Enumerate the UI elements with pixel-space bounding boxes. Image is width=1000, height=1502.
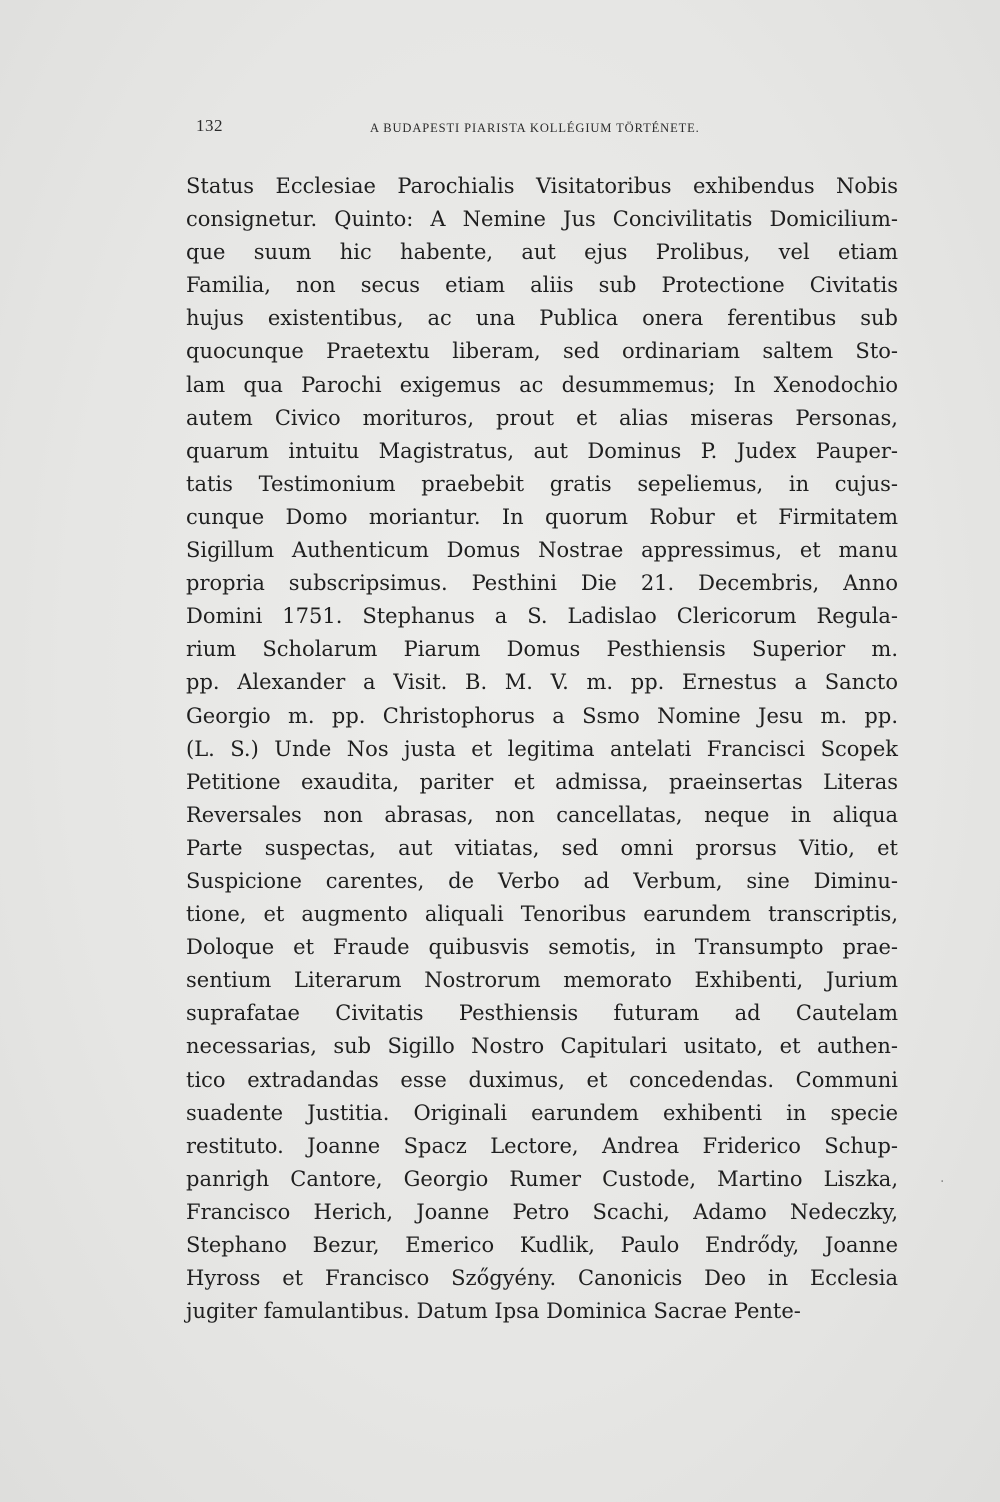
text-line: consignetur. Quinto: A Nemine Jus Concivilitatis Domicilium- [186, 207, 898, 232]
text-line: Hyross et Francisco Szőgyény. Canonicis Deo in Ecclesia [186, 1266, 898, 1291]
text-line: pp. Alexander a Visit. B. M. V. m. pp. Ernestus a Sancto [186, 670, 898, 695]
text-line: cunque Domo moriantur. In quorum Robur et Firmitatem [186, 504, 898, 529]
paper-speck-mark: · [940, 1174, 945, 1190]
text-line: tatis Testimonium praebebit gratis sepeliemus, in cujus- [186, 471, 898, 496]
text-line: Reversales non abrasas, non cancellatas, neque in aliqua [186, 802, 898, 827]
text-line: lam qua Parochi exigemus ac desummemus; In Xenodochio [186, 372, 898, 397]
text-line: suadente Justitia. Originali earundem exhibenti in specie [186, 1100, 898, 1125]
text-line: restituto. Joanne Spacz Lectore, Andrea Friderico Schup- [186, 1133, 898, 1158]
text-line: Parte suspectas, aut vitiatas, sed omni prorsus Vitio, et [186, 835, 898, 860]
text-line: Francisco Herich, Joanne Petro Scachi, Adamo Nedeczky, [186, 1199, 898, 1224]
text-line: propria subscripsimus. Pesthini Die 21. Decembris, Anno [186, 571, 898, 596]
text-line: rium Scholarum Piarum Domus Pesthiensis Superior m. [186, 637, 898, 662]
text-line: tione, et augmento aliquali Tenoribus earundem transcriptis, [186, 902, 898, 927]
text-line: Status Ecclesiae Parochialis Visitatoribus exhibendus Nobis [186, 174, 898, 198]
text-line: que suum hic habente, aut ejus Prolibus, vel etiam [186, 240, 898, 265]
text-line: panrigh Cantore, Georgio Rumer Custode, Martino Liszka, [186, 1166, 898, 1191]
text-line: Domini 1751. Stephanus a S. Ladislao Clericorum Regula- [186, 604, 898, 629]
text-line: autem Civico morituros, prout et alias miseras Personas, [186, 405, 898, 430]
text-line: tico extradandas esse duximus, et concedendas. Communi [186, 1067, 898, 1092]
text-line: (L. S.) Unde Nos justa et legitima antelati Francisci Scopek [186, 736, 898, 761]
text-line: sentium Literarum Nostrorum memorato Exhibenti, Jurium [186, 968, 898, 993]
text-line: Stephano Bezur, Emerico Kudlik, Paulo Endrődy, Joanne [186, 1233, 898, 1257]
page-header [196, 116, 896, 140]
text-line: jugiter famulantibus. Datum Ipsa Dominica Sacrae Pente- [186, 1299, 801, 1324]
text-line: Suspicione carentes, de Verbo ad Verbum, sine Diminu- [186, 868, 898, 893]
text-line: hujus existentibus, ac una Publica onera ferentibus sub [186, 306, 898, 331]
text-line: suprafatae Civitatis Pesthiensis futuram ad Cautelam [186, 1001, 898, 1026]
page-number: 132 [196, 116, 223, 135]
body-text [186, 170, 898, 1328]
text-line: Georgio m. pp. Christophorus a Ssmo Nomine Jesu m. pp. [186, 703, 898, 728]
text-line: quocunque Praetextu liberam, sed ordinariam saltem Sto- [186, 339, 898, 364]
text-line: quarum intuitu Magistratus, aut Dominus P. Judex Pauper- [186, 438, 898, 463]
text-line: Doloque et Fraude quibusvis semotis, in Transumpto prae- [186, 935, 898, 960]
running-title: A BUDAPESTI PIARISTA KOLLÉGIUM TÖRTÉNETE. [370, 121, 700, 135]
text-line: Sigillum Authenticum Domus Nostrae appressimus, et manu [186, 538, 898, 563]
text-line: necessarias, sub Sigillo Nostro Capitulari usitato, et authen- [186, 1034, 898, 1059]
text-line: Petitione exaudita, pariter et admissa, praeinsertas Literas [186, 769, 898, 794]
text-line: Familia, non secus etiam aliis sub Protectione Civitatis [186, 273, 898, 298]
